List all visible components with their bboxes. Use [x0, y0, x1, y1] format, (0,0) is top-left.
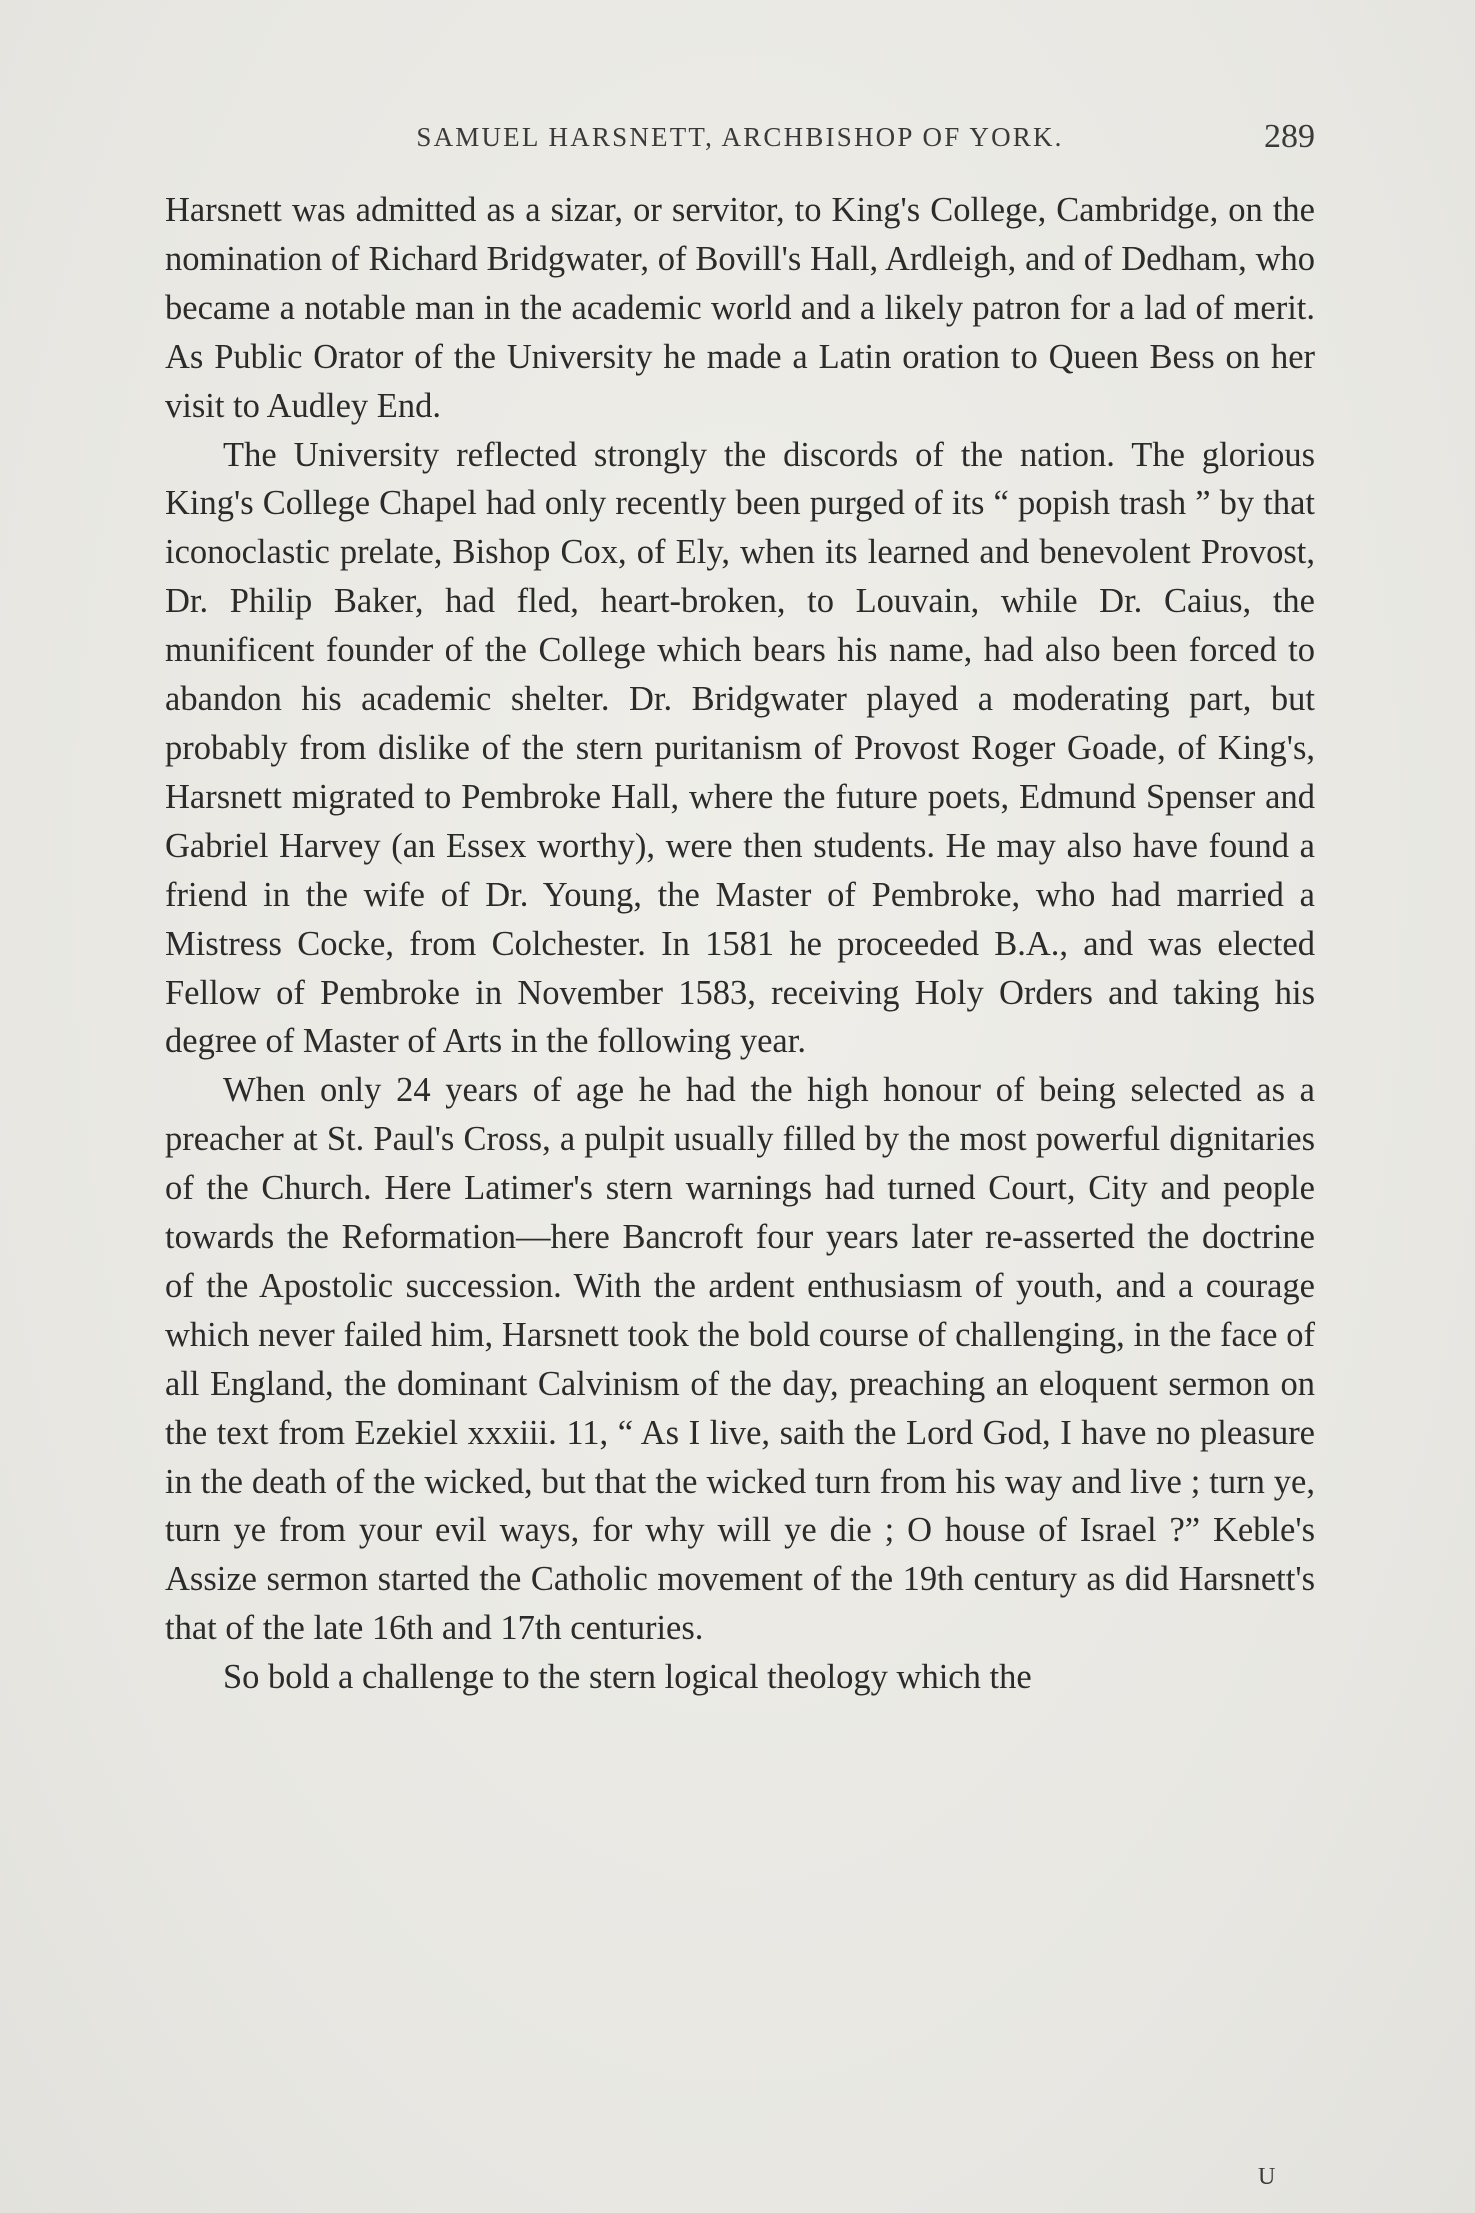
paragraph-4: So bold a challenge to the stern logical theology which the	[223, 1658, 1032, 1697]
paragraph-3: When only 24 years of age he had the high honour of being selected as a preacher at St. Paul's Cross, a pulpit usually filled by the most powerful dignitaries of the Church. Here Latimer's stern warnings had turned Court, City and people towards the Reformation—here Bancroft four years later re-asserted the doctrine of the Apostolic succession. With the ardent enthusiasm of youth, and a courage which never failed him, Harsnett took the bold course of challenging, in the face of all England, the dominant Calvinism of the day, preaching an eloquent sermon on the text from Ezekiel xxxiii. 11, “ As I live, saith the Lord God, I have no pleasure in the death of the wicked, but that the wicked turn from his way and live ; turn ye, turn ye from your evil ways, for why will ye die ; O house of Israel ?” Keble's Assize sermon started the Catholic movement of the 19th century as did Harsnett's that of the late 16th and 17th centuries.	[165, 1071, 1315, 1648]
running-head	[165, 118, 1315, 162]
body-text	[165, 186, 1315, 1702]
paragraph-1: Harsnett was admitted as a sizar, or servitor, to King's College, Cambridge, on the nomination of Richard Bridgwater, of Bovill's Hall, Ardleigh, and of Dedham, who became a notable man in the academic world and a likely patron for a lad of merit. As Public Orator of the University he made a Latin oration to Queen Bess on her visit to Audley End.	[165, 191, 1315, 425]
signature-mark: U	[1258, 2164, 1277, 2190]
page-number: 289	[1264, 118, 1315, 155]
paragraph-2: The University reflected strongly the discords of the nation. The glorious King's College Chapel had only recently been purged of its “ popish trash ” by that iconoclastic prelate, Bishop Cox, of Ely, when its learned and benevolent Provost, Dr. Philip Baker, had fled, heart-broken, to Louvain, while Dr. Caius, the munificent founder of the College which bears his name, had also been forced to abandon his academic shelter. Dr. Bridgwater played a moderating part, but probably from dislike of the stern puritanism of Provost Roger Goade, of King's, Harsnett migrated to Pembroke Hall, where the future poets, Edmund Spenser and Gabriel Harvey (an Essex worthy), were then students. He may also have found a friend in the wife of Dr. Young, the Master of Pembroke, who had married a Mistress Cocke, from Colchester. In 1581 he proceeded B.A., and was elected Fellow of Pembroke in November 1583, receiving Holy Orders and taking his degree of Master of Arts in the following year.	[165, 435, 1315, 1061]
running-title: SAMUEL HARSNETT, ARCHBISHOP OF YORK.	[416, 122, 1064, 152]
